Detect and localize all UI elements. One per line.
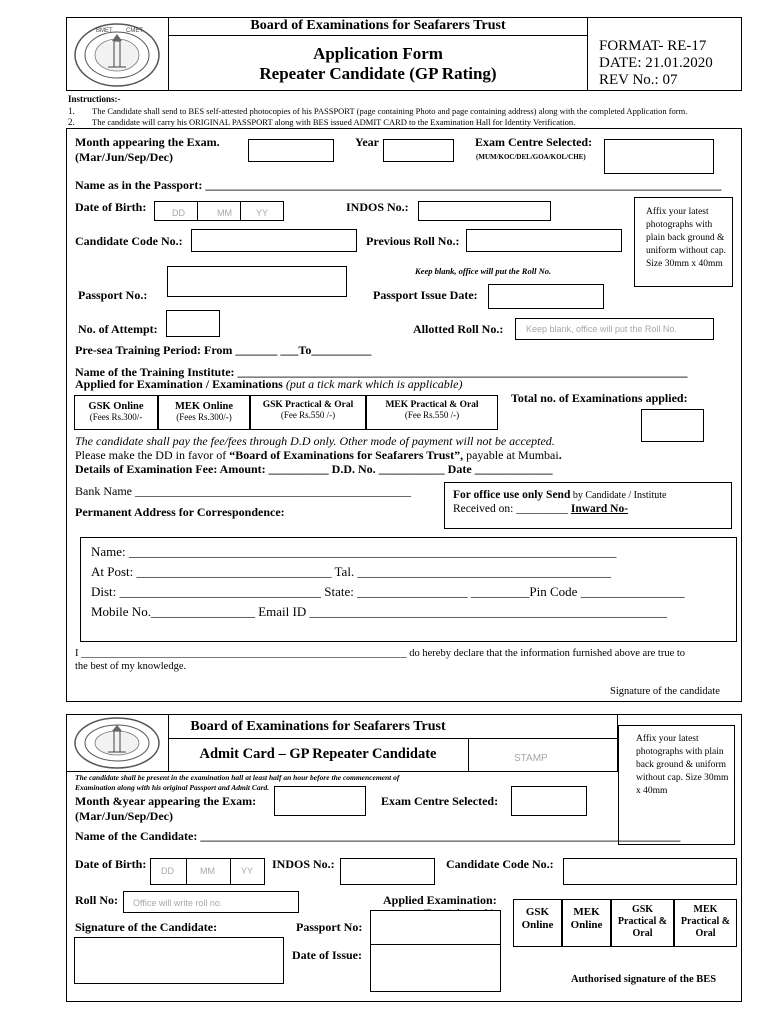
bes-authorised-signature: Authorised signature of the BES xyxy=(571,974,717,985)
admit-seal-logo-icon xyxy=(72,716,162,770)
admit-candidate-code-input[interactable] xyxy=(563,858,737,885)
exam-option-fee: (Fees Rs.300/- xyxy=(89,412,143,422)
admit-applied-label: Applied Examination: xyxy=(383,893,497,907)
admit-exam-name: GSK Practical & Oral xyxy=(617,904,668,939)
admit-dob-yy-placeholder: YY xyxy=(241,866,254,876)
admit-centre-label: Exam Centre Selected: xyxy=(381,794,499,808)
attempt-label: No. of Attempt: xyxy=(78,322,158,336)
month-input[interactable] xyxy=(248,139,334,162)
admit-board-title: Board of Examinations for Seafarers Trust xyxy=(190,719,446,734)
admit-issue-date-label: Date of Issue: xyxy=(292,948,362,962)
admit-name-field[interactable]: Name of the Candidate: ________________________________________________________________________________ xyxy=(75,829,681,843)
admit-exam-mek-online[interactable] xyxy=(562,899,611,947)
candidate-code-label: Candidate Code No.: xyxy=(75,234,183,248)
admit-exam-gsk-online[interactable] xyxy=(513,899,562,947)
stamp-placeholder: STAMP xyxy=(514,753,548,764)
address-district-field[interactable]: Dist: _______________________________ State: _________________ _________Pin Code ________________ xyxy=(91,584,685,599)
exam-centre-label: Exam Centre Selected: xyxy=(475,135,593,149)
keep-blank-note: Keep blank, office will put the Roll No. xyxy=(415,266,552,276)
exam-option-fee: (Fee Rs.550 /-) xyxy=(404,410,460,420)
seal-logo-icon xyxy=(72,21,162,89)
admit-dob-label: Date of Birth: xyxy=(75,857,147,871)
admit-card-title: Admit Card – GP Repeater Candidate xyxy=(199,746,437,762)
instruction-2: The candidate will carry his ORIGINAL PASSPORT along with BES issued ADMIT CARD to the Examination Hall for Identity Verification. xyxy=(92,117,576,127)
exam-option-fee: (Fees Rs.300/-) xyxy=(176,412,232,422)
declaration-line[interactable]: I ______________________________________________________________ do hereby declare that the information furnished above are true to xyxy=(75,648,686,659)
dob-yy-placeholder: YY xyxy=(256,208,269,218)
passport-number-input[interactable] xyxy=(167,266,347,297)
form-subtitle: Repeater Candidate (GP Rating) xyxy=(259,64,497,83)
admit-note-line-2: Examination along with his original Passport and Admit Card. xyxy=(75,783,270,792)
permanent-address-label: Permanent Address for Correspondence: xyxy=(75,505,285,519)
admit-centre-input[interactable] xyxy=(511,786,587,816)
admit-roll-label: Roll No: xyxy=(75,893,118,907)
passport-issue-label: Passport Issue Date: xyxy=(373,288,478,302)
candidate-code-input[interactable] xyxy=(191,229,357,252)
format-date: DATE: 21.01.2020 xyxy=(599,55,713,71)
passport-name-field[interactable]: Name as in the Passport: ______________________________________________________________________________________ xyxy=(75,178,722,192)
fee-details-field[interactable]: Details of Examination Fee: Amount: __________ D.D. No. ___________ Date _____________ xyxy=(75,462,553,476)
admit-dob-dd-placeholder: DD xyxy=(161,866,174,876)
instruction-1: The Candidate shall send to BES self-attested photocopies of his PASSPORT (page containing Photo and page containing address) along with the completed Application form. xyxy=(92,106,688,116)
office-use-send: For office use only Send xyxy=(453,489,571,501)
total-exams-label: Total no. of Examinations applied: xyxy=(511,391,688,405)
bank-name-field[interactable]: Bank Name ______________________________________________ xyxy=(75,484,411,498)
month-hint: (Mar/Jun/Sep/Dec) xyxy=(75,150,173,164)
seal-text-right: CMET xyxy=(126,28,143,34)
admit-photo-instructions: Affix your latest photographs with plain back ground & uniform without cap. Size 30mm x 40mm xyxy=(636,734,729,796)
address-name-field[interactable]: Name: ___________________________________________________________________________ xyxy=(91,544,617,559)
applied-exam-note: (put a tick mark which is applicable) xyxy=(285,377,463,391)
admit-passport-input[interactable] xyxy=(370,910,501,945)
exam-option-name: MEK Practical & Oral xyxy=(385,400,479,410)
presea-training-field[interactable]: Pre-sea Training Period: From _______ ___To__________ xyxy=(75,343,372,357)
admit-indos-label: INDOS No.: xyxy=(272,857,335,871)
admit-candidate-code-label: Candidate Code No.: xyxy=(446,857,554,871)
indos-label: INDOS No.: xyxy=(346,200,409,214)
declaration-line-2: the best of my knowledge. xyxy=(75,661,187,672)
exam-option-gsk-practical[interactable] xyxy=(250,395,366,430)
format-code: FORMAT- RE-17 xyxy=(599,38,707,54)
address-contact-field[interactable]: Mobile No.________________ Email ID _______________________________________________________ xyxy=(91,604,667,619)
training-institute-field[interactable]: Name of the Training Institute: ___________________________________________________________________________ xyxy=(75,365,688,379)
exam-centre-input[interactable] xyxy=(604,139,714,174)
exam-centre-codes: (MUM/KOC/DEL/GOA/KOL/CHE) xyxy=(476,153,586,161)
exam-option-mek-practical[interactable] xyxy=(366,395,498,430)
year-input[interactable] xyxy=(383,139,454,162)
attempt-input[interactable] xyxy=(166,310,220,337)
address-post-field[interactable]: At Post: ______________________________ Tal. _______________________________________ xyxy=(91,564,611,579)
dd-favor-note xyxy=(75,448,562,463)
year-label: Year xyxy=(355,135,379,149)
admit-exam-name: MEK Practical & Oral xyxy=(680,904,731,939)
inward-number-label: Inward No- xyxy=(570,503,629,515)
applied-exam-label: Applied for Examination / Examinations xyxy=(75,377,283,391)
exam-option-name: GSK Practical & Oral xyxy=(262,400,354,410)
office-use-title xyxy=(453,489,666,501)
admit-dob-mm-placeholder: MM xyxy=(200,866,215,876)
dob-mm-placeholder: MM xyxy=(217,208,232,218)
admit-exam-name: MEK Online xyxy=(570,906,603,931)
previous-roll-input[interactable] xyxy=(466,229,622,252)
dd-favor-payee: “Board of Examinations for Seafarers Trust”, xyxy=(229,448,464,462)
instruction-num-1: 1. xyxy=(68,106,75,116)
admit-exam-mek-practical[interactable] xyxy=(674,899,737,947)
admit-exam-name: GSK Online xyxy=(521,906,554,931)
dd-payment-note: The candidate shall pay the fee/fees through D.D only. Other mode of payment will not be accepted. xyxy=(75,434,555,448)
dd-favor-post: payable at Mumbai xyxy=(463,448,559,462)
photo-instructions: Affix your latest photographs with plain back ground & uniform without cap. Size 30mm x 40mm xyxy=(646,207,726,269)
exam-option-gsk-online[interactable] xyxy=(74,395,158,430)
passport-issue-input[interactable] xyxy=(488,284,604,309)
indos-input[interactable] xyxy=(418,201,551,221)
office-use-by: by Candidate / Institute xyxy=(570,490,667,501)
admit-note-line-1: The candidate shall be present in the examination hall at least half an hour before the commencement of xyxy=(75,773,400,782)
board-title: Board of Examinations for Seafarers Trust xyxy=(250,18,506,33)
allotted-roll-label: Allotted Roll No.: xyxy=(413,322,504,336)
instructions-title: Instructions:- xyxy=(68,94,121,104)
admit-indos-input[interactable] xyxy=(340,858,435,885)
form-title: Application Form xyxy=(313,44,443,63)
admit-stamp-divider xyxy=(468,738,469,772)
previous-roll-label: Previous Roll No.: xyxy=(366,234,460,248)
seal-text-left: BMET xyxy=(96,28,113,34)
dob-label: Date of Birth: xyxy=(75,200,147,214)
admit-passport-label: Passport No: xyxy=(296,920,363,934)
exam-option-name: MEK Online xyxy=(174,401,234,412)
header-divider xyxy=(168,35,588,36)
admit-month-label: Month &year appearing the Exam: xyxy=(75,794,257,808)
exam-option-fee: (Fee Rs.550 /-) xyxy=(280,410,336,420)
applied-exam-heading xyxy=(75,377,462,392)
admit-roll-placeholder: Office will write roll no. xyxy=(133,898,223,908)
candidate-signature-label: Signature of the candidate xyxy=(610,686,720,697)
total-exams-input[interactable] xyxy=(641,409,704,442)
dd-favor-pre: Please make the DD in favor of xyxy=(75,448,230,462)
exam-option-mek-online[interactable] xyxy=(158,395,250,430)
allotted-roll-placeholder: Keep blank, office will put the Roll No. xyxy=(526,324,677,334)
instruction-num-2: 2. xyxy=(68,117,75,127)
dd-favor-end: . xyxy=(558,448,562,462)
month-label: Month appearing the Exam. xyxy=(75,135,220,149)
admit-month-input[interactable] xyxy=(274,786,366,816)
office-received-field[interactable] xyxy=(453,503,628,515)
format-rev: REV No.: 07 xyxy=(599,72,678,88)
exam-option-name: GSK Online xyxy=(88,401,144,412)
admit-month-hint: (Mar/Jun/Sep/Dec) xyxy=(75,809,173,823)
admit-header-divider xyxy=(168,738,618,739)
dob-dd-placeholder: DD xyxy=(172,208,185,218)
admit-signature-box[interactable] xyxy=(74,937,284,984)
admit-exam-gsk-practical[interactable] xyxy=(611,899,674,947)
admit-issue-date-input[interactable] xyxy=(370,944,501,992)
passport-number-label: Passport No.: xyxy=(78,288,148,302)
admit-signature-label: Signature of the Candidate: xyxy=(75,920,218,934)
received-on-label: Received on: _________ xyxy=(453,503,571,515)
